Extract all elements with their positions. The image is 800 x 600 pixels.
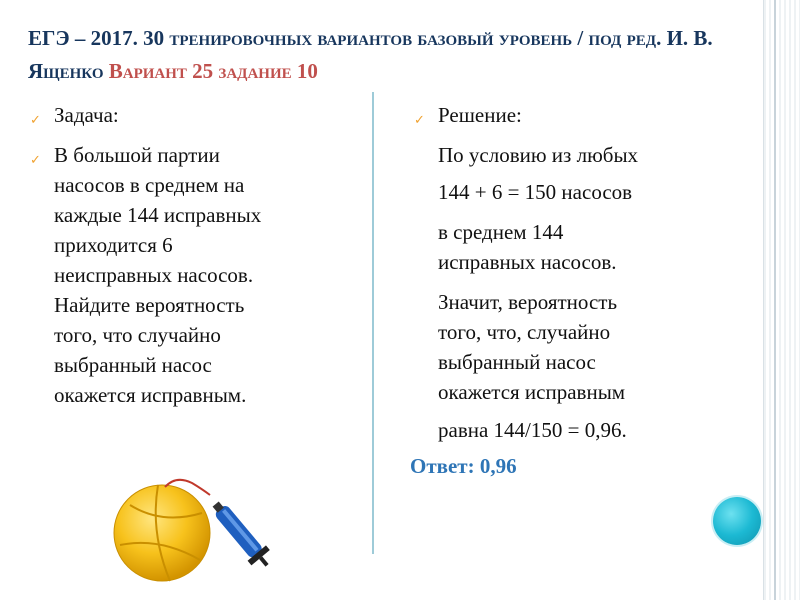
solution-line: По условию из любых [438,143,639,167]
problem-line: Найдите вероятность [54,293,245,317]
problem-line: окажется исправным. [54,383,247,407]
solution-line: в среднем 144 [438,220,564,244]
frame-edge [774,0,776,600]
problem-heading-item [28,100,363,130]
problem-line: выбранный насос [54,353,212,377]
problem-line: приходится 6 [54,233,173,257]
problem-line: того, что случайно [54,323,221,347]
solution-line: исправных насосов. [438,250,617,274]
solution-text [412,140,752,445]
solution-line: того, что, случайно [438,320,611,344]
title-main: ЕГЭ – 2017. 30 тренировочных вариантов базовый уровень / под ред. И. В. Ященко [28,26,713,83]
slide-frame-decoration [763,0,800,600]
title-variant: Вариант 25 задание 10 [108,59,318,83]
problem-line: неисправных насосов. [54,263,254,287]
checkmark-bullet-icon: ✓ [30,153,41,168]
solution-heading-item [412,100,752,130]
checkmark-bullet-icon: ✓ [414,113,425,128]
solution-column [412,100,752,481]
solution-line: выбранный насос [438,350,596,374]
ball-and-pump-illustration [110,465,280,585]
circle-nav-icon[interactable] [713,497,761,545]
problem-line: В большой партии [54,143,220,167]
answer-text: Ответ: 0,96 [410,454,517,478]
slide-title [28,22,748,88]
problem-line: каждые 144 исправных [54,203,262,227]
problem-column [28,100,363,420]
problem-heading: Задача: [54,103,119,127]
checkmark-bullet-icon: ✓ [30,113,41,128]
column-divider [372,92,374,554]
solution-line: окажется исправным [438,380,626,404]
answer-row [410,451,752,481]
solution-line: равна 144/150 = 0,96. [438,418,627,442]
problem-line: насосов в среднем на [54,173,245,197]
solution-line: 144 + 6 = 150 насосов [438,180,633,204]
solution-line: Значит, вероятность [438,290,618,314]
problem-text-item [28,140,363,410]
solution-heading: Решение: [438,103,522,127]
